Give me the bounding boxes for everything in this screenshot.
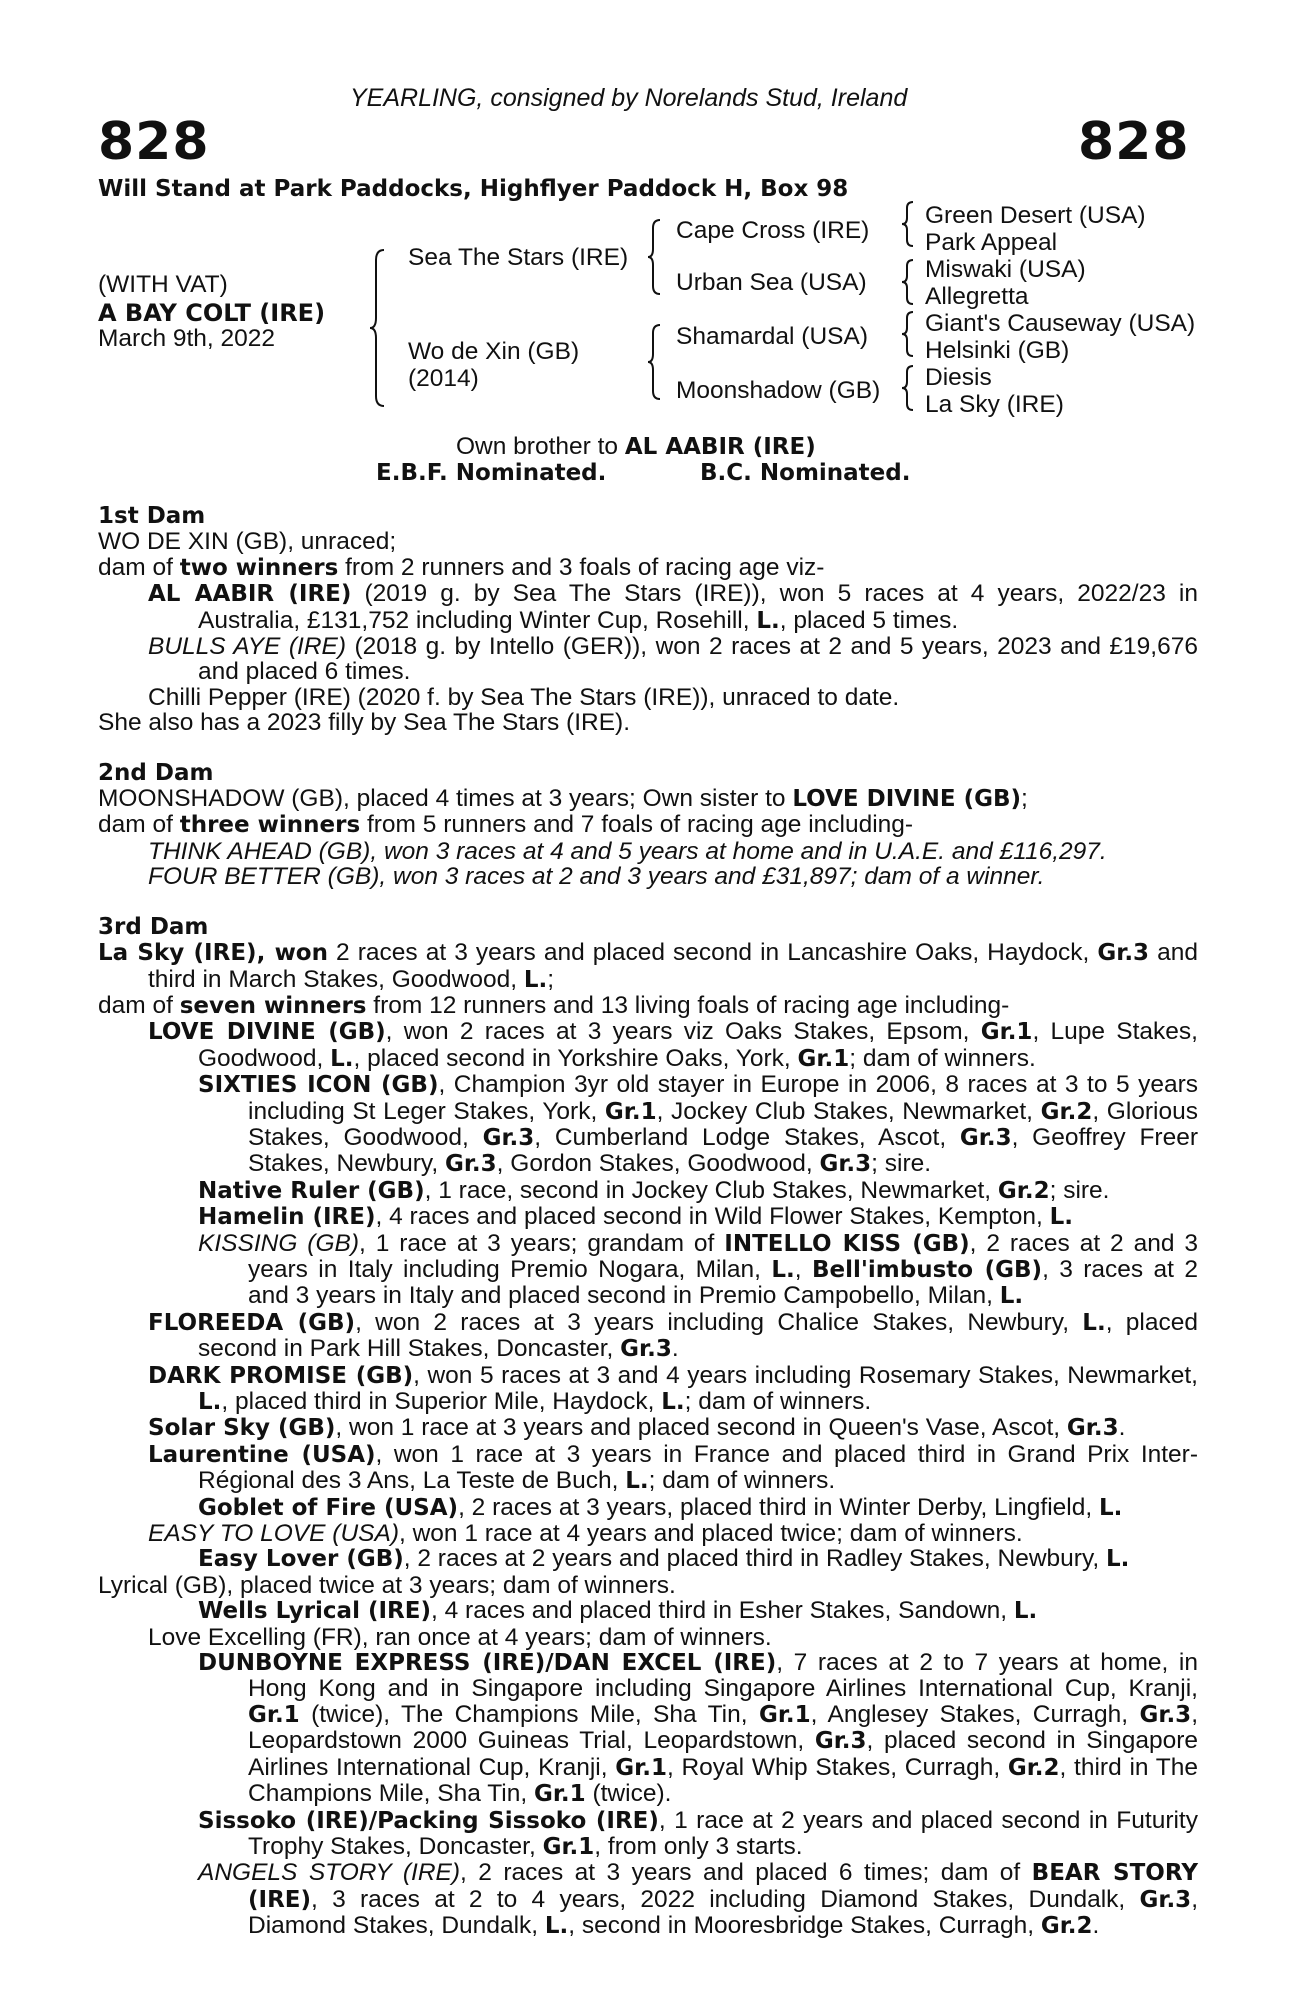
produce-easy-to-love: EASY TO LOVE (USA), won 1 race at 4 years and placed twice; dam of winners. xyxy=(148,1520,1023,1548)
gg-2: Park Appeal xyxy=(925,229,1058,256)
second-dam-desc: MOONSHADOW (GB), placed 4 times at 3 years; Own sister to LOVE DIVINE (GB); xyxy=(98,785,1028,813)
ebf-nominated: E.B.F. Nominated. xyxy=(376,460,607,486)
sire-dam-name: Urban Sea (USA) xyxy=(676,269,867,296)
sire-name: Sea The Stars (IRE) xyxy=(408,244,629,271)
horse-name: A BAY COLT (IRE) xyxy=(98,299,326,327)
pedigree-brace-gg1 xyxy=(902,200,918,248)
produce-lyrical: Lyrical (GB), placed twice at 3 years; dam of winners. xyxy=(98,1571,676,1599)
produce-love-excelling: Love Excelling (FR), ran once at 4 years; dam of winners. xyxy=(148,1623,772,1651)
own-brother-line xyxy=(456,434,816,460)
pedigree-brace-dam xyxy=(648,323,666,401)
produce-solar-sky: Solar Sky (GB), won 1 race at 3 years and placed second in Queen's Vase, Ascot, Gr.3. xyxy=(148,1414,1126,1442)
produce-2023-filly: She also has a 2023 filly by Sea The Stars (IRE). xyxy=(98,709,631,737)
produce-dunboyne-express: DUNBOYNE EXPRESS (IRE)/DAN EXCEL (IRE), 7 races at 2 to 7 years at home, in Hong Kong and in Singapore including Singapore Airlines International Cup, Kranji, Gr.1 (twice), The Champions Mile, Sha Tin, Gr.1, Anglesey Stakes, Curragh, Gr.3, Leopardstown 2000 Guineas Trial, Leopardstown, Gr.3, placed second in Singapore Airlines International Cup, Kranji, Gr.1, Royal Whip Stakes, Curragh, Gr.2, third in The Champions Mile, Sha Tin, Gr.1 (twice). xyxy=(198,1649,1199,1808)
vat-note: (WITH VAT) xyxy=(98,271,228,298)
own-brother-prefix: Own brother to xyxy=(456,433,625,460)
pedigree-brace-gg2 xyxy=(902,258,918,306)
produce-al-aabir: AL AABIR (IRE) (2019 g. by Sea The Stars (IRE)), won 5 races at 4 years, 2022/23 in Australia, £131,752 including Winter Cup, Rosehill, L., placed 5 times. xyxy=(148,580,1198,634)
third-dam-summary: dam of seven winners from 12 runners and 13 living foals of racing age including- xyxy=(98,991,1010,1019)
second-dam-heading: 2nd Dam xyxy=(98,759,214,786)
dam-dam-name: Moonshadow (GB) xyxy=(676,377,881,404)
sire-sire-name: Cape Cross (IRE) xyxy=(676,217,870,244)
produce-angels-story: ANGELS STORY (IRE), 2 races at 3 years and placed 6 times; dam of BEAR STORY (IRE), 3 races at 2 to 4 years, 2022 including Diamond Stakes, Dundalk, Gr.3, Diamond Stakes, Dundalk, L., second in Mooresbridge Stakes, Curragh, Gr.2. xyxy=(198,1859,1198,1940)
produce-think-ahead: THINK AHEAD (GB), won 3 races at 4 and 5 years at home and in U.A.E. and £116,297. xyxy=(148,837,1107,865)
gg-7: Diesis xyxy=(925,364,992,391)
produce-love-divine: LOVE DIVINE (GB), won 2 races at 3 years viz Oaks Stakes, Epsom, Gr.1, Lupe Stakes, Goodwood, L., placed second in Yorkshire Oaks, York, Gr.1; dam of winners. xyxy=(148,1018,1198,1072)
gg-4: Allegretta xyxy=(925,283,1029,310)
dam-year: (2014) xyxy=(408,365,479,392)
gg-5: Giant's Causeway (USA) xyxy=(925,310,1196,337)
third-dam-heading: 3rd Dam xyxy=(98,913,209,940)
third-dam-desc: La Sky (IRE), won 2 races at 3 years and placed second in Lancashire Oaks, Haydock, Gr.3 and third in March Stakes, Goodwood, L.; xyxy=(98,939,1198,993)
produce-hamelin: Hamelin (IRE), 4 races and placed second in Wild Flower Stakes, Kempton, L. xyxy=(198,1203,1073,1231)
stabling-location: Will Stand at Park Paddocks, Highflyer Paddock H, Box 98 xyxy=(98,176,849,202)
own-brother-name: AL AABIR (IRE) xyxy=(624,434,816,460)
first-dam-summary: dam of two winners from 2 runners and 3 foals of racing age viz- xyxy=(98,553,825,581)
foaling-date: March 9th, 2022 xyxy=(98,325,276,352)
produce-easy-lover: Easy Lover (GB), 2 races at 2 years and placed third in Radley Stakes, Newbury, L. xyxy=(198,1545,1130,1573)
lot-number-right: 828 xyxy=(1078,112,1190,172)
gg-8: La Sky (IRE) xyxy=(925,391,1064,418)
produce-dark-promise: DARK PROMISE (GB), won 5 races at 3 and 4 years including Rosemary Stakes, Newmarket, L., placed third in Superior Mile, Haydock, L.; dam of winners. xyxy=(148,1361,1198,1415)
second-dam-summary: dam of three winners from 5 runners and 7 foals of racing age including- xyxy=(98,811,914,839)
produce-laurentine: Laurentine (USA), won 1 race at 3 years in France and placed third in Grand Prix Inter-Régional des 3 Ans, La Teste de Buch, L.; dam of winners. xyxy=(148,1440,1198,1495)
gg-1: Green Desert (USA) xyxy=(925,202,1146,229)
dam-sire-name: Shamardal (USA) xyxy=(676,323,868,350)
dam-name: Wo de Xin (GB) xyxy=(408,338,580,365)
produce-sixties-icon: SIXTIES ICON (GB), Champion 3yr old stayer in Europe in 2006, 8 races at 3 to 5 years including St Leger Stakes, York, Gr.1, Jockey Club Stakes, Newmarket, Gr.2, Glorious Stakes, Goodwood, Gr.3, Cumberland Lodge Stakes, Ascot, Gr.3, Geoffrey Freer Stakes, Newbury, Gr.3, Gordon Stakes, Goodwood, Gr.3; sire. xyxy=(198,1071,1199,1178)
pedigree-brace-gg3 xyxy=(902,310,918,358)
produce-kissing: KISSING (GB), 1 race at 3 years; grandam of INTELLO KISS (GB), 2 races at 2 and 3 years in Italy including Premio Nogara, Milan, L., Bell'imbusto (GB), 3 races at 2 and 3 years in Italy and placed second in Premio Campobello, Milan, L. xyxy=(198,1229,1198,1310)
produce-wells-lyrical: Wells Lyrical (IRE), 4 races and placed third in Esher Stakes, Sandown, L. xyxy=(198,1597,1038,1625)
produce-four-better: FOUR BETTER (GB), won 3 races at 2 and 3 years and £31,897; dam of a winner. xyxy=(148,863,1045,891)
consignor-line: YEARLING, consigned by Norelands Stud, Ireland xyxy=(350,84,908,112)
first-dam-heading: 1st Dam xyxy=(98,503,206,529)
bc-nominated: B.C. Nominated. xyxy=(700,460,911,486)
produce-bulls-aye: BULLS AYE (IRE) (2018 g. by Intello (GER)), won 2 races at 2 and 5 years, 2023 and £19,676 and placed 6 times. xyxy=(148,633,1198,686)
produce-floreeda: FLOREEDA (GB), won 2 races at 3 years including Chalice Stakes, Newbury, L., placed second in Park Hill Stakes, Doncaster, Gr.3. xyxy=(148,1308,1198,1363)
lot-number-left: 828 xyxy=(98,112,210,172)
produce-record xyxy=(98,504,1198,1940)
pedigree-brace-main xyxy=(370,248,390,408)
first-dam-desc: WO DE XIN (GB), unraced; xyxy=(98,528,397,556)
produce-chilli-pepper: Chilli Pepper (IRE) (2020 f. by Sea The Stars (IRE)), unraced to date. xyxy=(148,683,900,711)
produce-sissoko: Sissoko (IRE)/Packing Sissoko (IRE), 1 race at 2 years and placed second in Futurity Trophy Stakes, Doncaster, Gr.1, from only 3 starts. xyxy=(198,1806,1198,1860)
produce-native-ruler: Native Ruler (GB), 1 race, second in Jockey Club Stakes, Newmarket, Gr.2; sire. xyxy=(198,1176,1110,1204)
produce-goblet-of-fire: Goblet of Fire (USA), 2 races at 3 years, placed third in Winter Derby, Lingfield, L. xyxy=(198,1493,1123,1521)
pedigree-brace-sire xyxy=(648,218,666,296)
gg-3: Miswaki (USA) xyxy=(925,256,1086,283)
gg-6: Helsinki (GB) xyxy=(925,337,1070,364)
pedigree-brace-gg4 xyxy=(902,364,918,412)
